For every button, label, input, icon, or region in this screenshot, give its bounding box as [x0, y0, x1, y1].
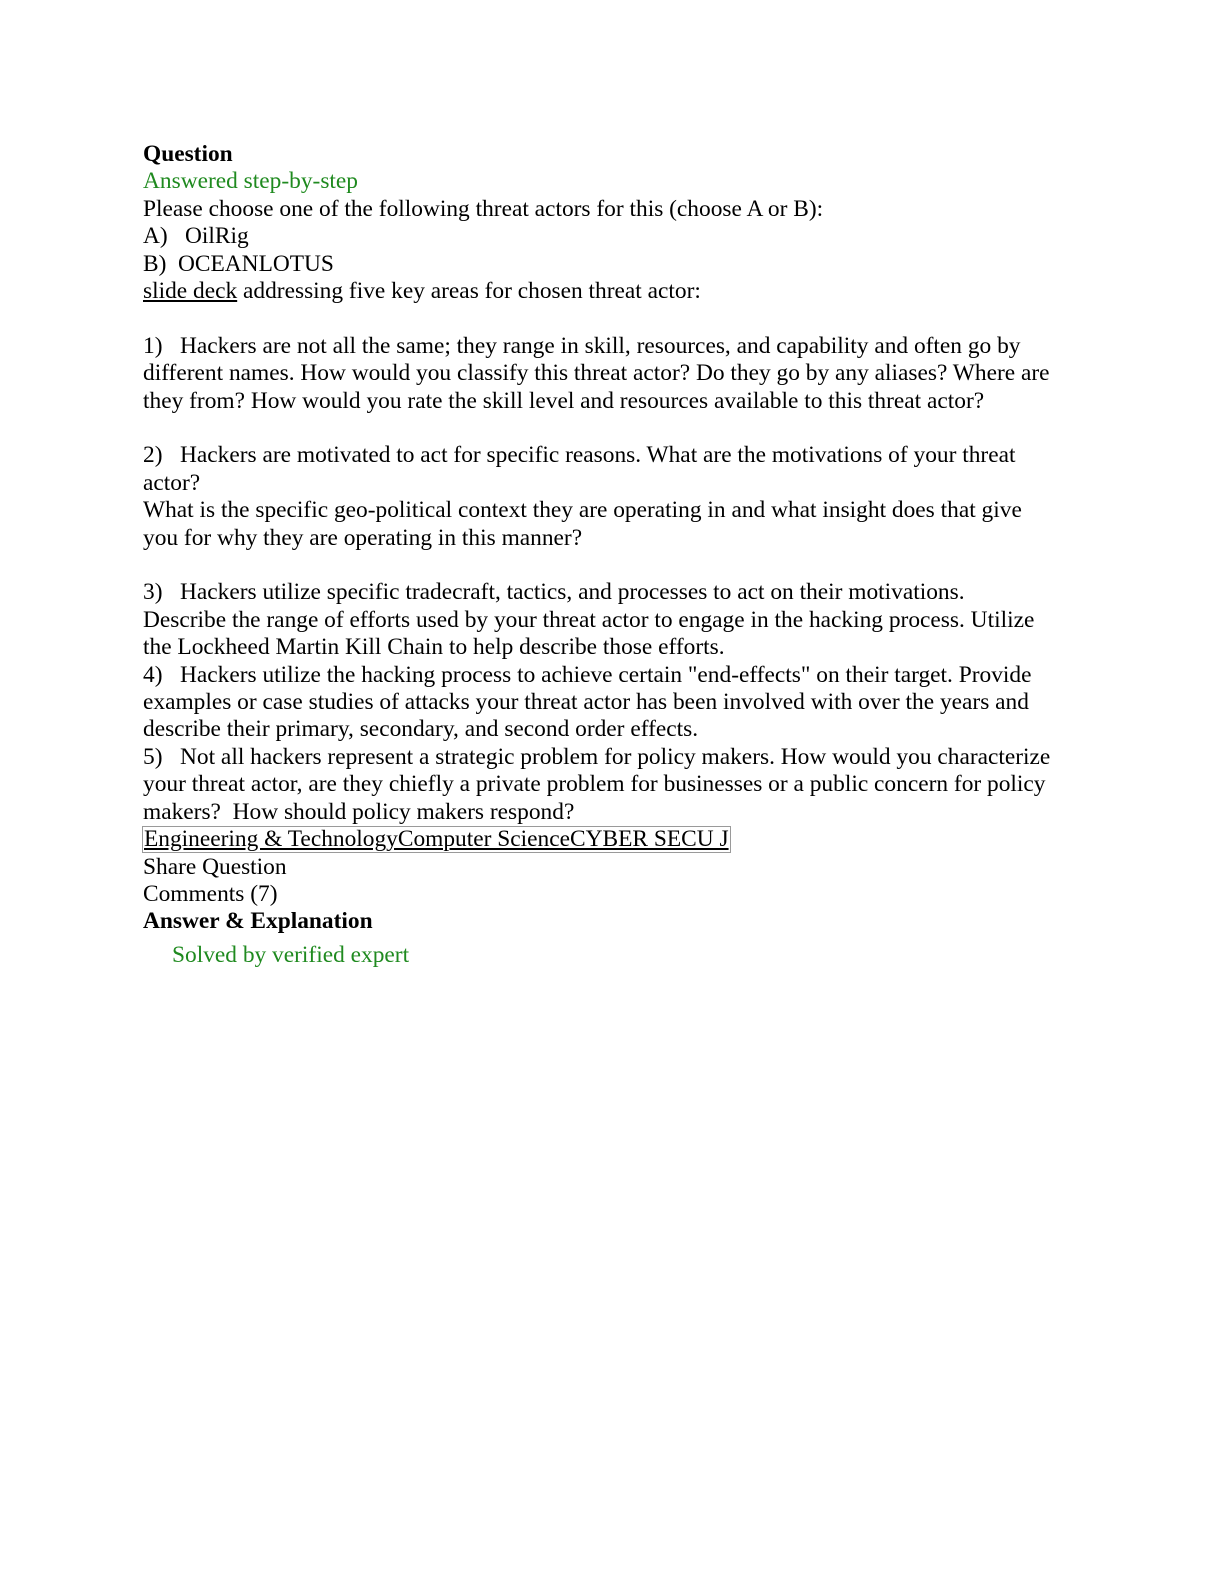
subject-tags-link[interactable]: Engineering & TechnologyComputer ScienceCYBER SECU J: [144, 826, 729, 853]
q2-line-3: What is the specific geo-political context they are operating in and what insight does that give: [143, 497, 1022, 524]
spacer: [143, 305, 1073, 332]
spacer: [143, 552, 1073, 579]
q3-line-2: Describe the range of efforts used by your threat actor to engage in the hacking process. Utilize: [143, 606, 1035, 633]
q2-line-1: [143, 442, 1073, 469]
q2-number: 2): [143, 442, 163, 469]
option-b-key: B): [143, 250, 167, 277]
option-a-key: A): [143, 223, 168, 250]
q3-line-3: the Lockheed Martin Kill Chain to help describe those efforts.: [143, 634, 725, 661]
q3-number: 3): [143, 579, 163, 606]
slide-deck-line: [143, 278, 1073, 305]
q4-line-2: examples or case studies of attacks your threat actor has been involved with over the years and: [143, 689, 1029, 716]
option-a[interactable]: [143, 223, 1073, 250]
q2-line-4: you for why they are operating in this manner?: [143, 524, 583, 551]
share-question-link[interactable]: Share Question: [143, 853, 287, 880]
spacer: [143, 415, 1073, 442]
q1-text-1: Hackers are not all the same; they range in skill, resources, and capability and often go by: [180, 332, 1021, 359]
q3-text-1: Hackers utilize specific tradecraft, tactics, and processes to act on their motivations.: [180, 579, 965, 606]
slide-deck-rest: addressing five key areas for chosen threat actor:: [237, 278, 701, 305]
q2-line-2: actor?: [143, 469, 201, 496]
q4-number: 4): [143, 661, 163, 688]
solved-status: Solved by verified expert: [172, 941, 410, 968]
question-heading: Question: [143, 141, 233, 167]
comments-link[interactable]: Comments (7): [143, 880, 278, 907]
q4-text-1: Hackers utilize the hacking process to achieve certain "end-effects" on their target. Provide: [180, 661, 1032, 688]
q3-line-1: [143, 579, 1073, 606]
option-b-label: OCEANLOTUS: [178, 250, 334, 277]
q5-text-1: Not all hackers represent a strategic problem for policy makers. How would you characterize: [180, 743, 1051, 770]
q1-line-2: different names. How would you classify this threat actor? Do they go by any aliases? Where are: [143, 360, 1050, 387]
q1-number: 1): [143, 332, 163, 359]
answered-status: Answered step-by-step: [143, 168, 359, 195]
q5-line-3: makers? How should policy makers respond?: [143, 798, 575, 825]
q5-number: 5): [143, 743, 163, 770]
document-page: [143, 141, 1073, 969]
answer-heading: Answer & Explanation: [143, 908, 373, 935]
intro-text: Please choose one of the following threat actors for this (choose A or B):: [143, 195, 824, 222]
q4-line-3: describe their primary, secondary, and second order effects.: [143, 716, 699, 743]
q4-line-1: [143, 662, 1073, 689]
q5-line-2: your threat actor, are they chiefly a private problem for businesses or a public concern for policy: [143, 771, 1046, 798]
option-a-label: OilRig: [185, 223, 249, 250]
q2-text-1: Hackers are motivated to act for specific reasons. What are the motivations of your threat: [180, 442, 1016, 469]
option-b[interactable]: [143, 251, 1073, 278]
slide-deck-link[interactable]: slide deck: [143, 278, 238, 305]
tags-line: [143, 826, 1073, 853]
q5-line-1: [143, 744, 1073, 771]
q1-line-3: they from? How would you rate the skill level and resources available to this threat actor?: [143, 387, 985, 414]
q1-line-1: [143, 333, 1073, 360]
